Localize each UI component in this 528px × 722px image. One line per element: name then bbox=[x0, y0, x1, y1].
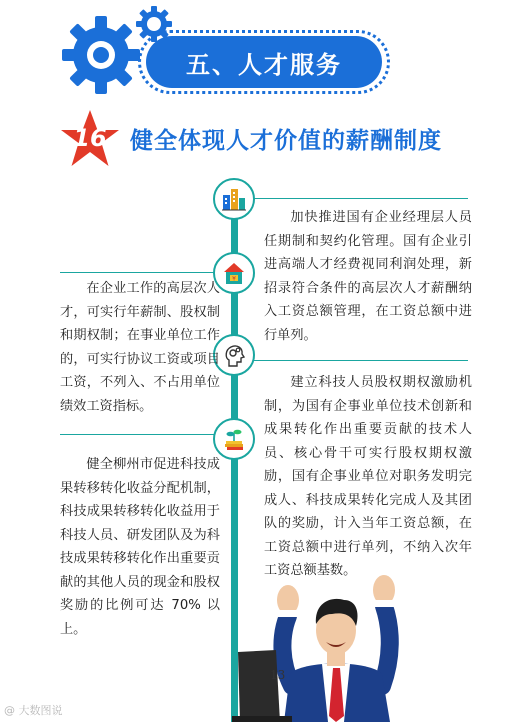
head-gears-icon bbox=[221, 342, 247, 368]
watermark-text: @ 大数图说 bbox=[4, 704, 63, 717]
paragraph-right-1: 加快推进国有企业经理层人员任期制和契约化管理。国有企业引进高端人才经费视同利润处理，新招录符合条件的高层次人才薪酬纳入工资总额管理，在工资总额中进行单列。 bbox=[264, 210, 472, 343]
connector-line bbox=[238, 198, 468, 199]
item-title-row bbox=[58, 108, 518, 170]
paragraph-right-2: 建立科技人员股权期权激励机制，为国有企事业单位技术创新和成果转化作出重要贡献的技术人员、核心骨干可实行股权期权激励，国有企事业单位对职务发明完成人、科技成果转化完成人及其团队的奖励，计入当年工资总额，在工资总额中进行单列，不纳入次年工资总额基数。 bbox=[264, 375, 472, 578]
connector-line bbox=[60, 434, 232, 435]
connector-line bbox=[238, 360, 468, 361]
timeline-node bbox=[213, 178, 255, 220]
svg-text:¥: ¥ bbox=[232, 275, 236, 283]
item-number: 16 bbox=[73, 124, 107, 152]
money-plant-icon bbox=[221, 426, 247, 452]
large-gear-icon bbox=[58, 12, 144, 98]
paragraph-left-1: 在企业工作的高层次人才，可实行年薪制、股权制和期权制；在事业单位工作的，可实行协议工资或项目工资，不列入、不占用单位绩效工资指标。 bbox=[60, 281, 220, 414]
connector-line bbox=[60, 272, 232, 273]
paragraph-left-2: 健全柳州市促进科技成果转移转化收益分配机制，科技成果转移转化收益用于科技人员、研发团队及为科技成果转移转化作出重要贡献的其他人员的现金和股权奖励的比例可达 70% 以上。 bbox=[60, 457, 220, 637]
celebrating-businessman-illustration bbox=[232, 566, 432, 722]
house-money-icon bbox=[221, 260, 247, 286]
building-icon bbox=[221, 186, 247, 212]
page-number: 13 bbox=[270, 668, 286, 682]
section-title: 五、人才服务 bbox=[146, 36, 382, 88]
item-title: 健全体现人才价值的薪酬制度 bbox=[130, 128, 442, 154]
